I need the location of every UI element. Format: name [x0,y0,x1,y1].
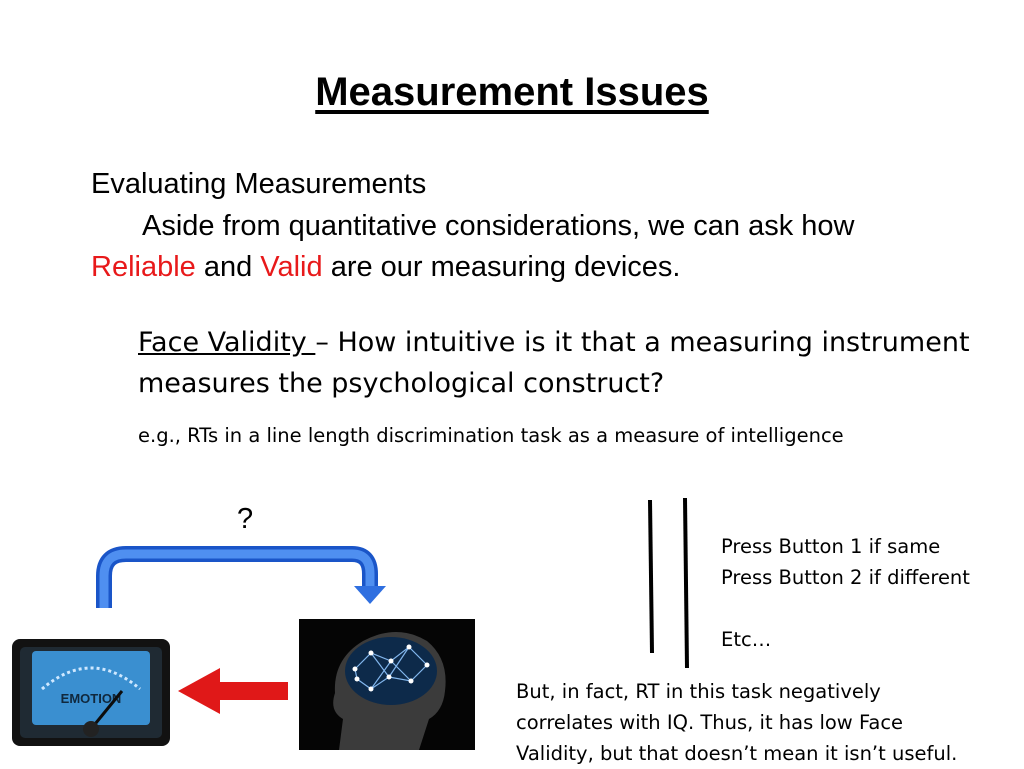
line3-rest: are our measuring devices. [322,251,681,283]
question-mark: ? [237,503,254,535]
slide-title [0,70,1024,115]
face-validity-text: – How intuitive is it that a measuring instrument measures the psychological construct? [138,327,970,399]
task-instructions [721,531,970,655]
and-text: and [195,251,261,283]
instruction-line: Etc… [721,628,772,651]
intro-line-2 [91,251,680,284]
conclusion-line: Validity, but that doesn’t mean it isn’t useful. [516,742,958,765]
red-left-arrow-icon [176,668,290,714]
valid-term: Valid [260,251,323,283]
title-text: Measurement Issues [315,70,709,114]
conclusion-line: correlates with IQ. Thus, it has low Face [516,711,904,734]
conclusion-line: But, in fact, RT in this task negatively [516,680,881,703]
intro-line: Aside from quantitative considerations, we can ask how [142,210,855,242]
instruction-line: Press Button 1 if same [721,535,941,558]
instruction-line: Press Button 2 if different [721,566,970,589]
example-text: e.g., RTs in a line length discrimination task as a measure of intelligence [138,424,844,447]
meter-label: EMOTION [60,691,122,706]
instruction-line [721,593,970,624]
reliable-term: Reliable [91,251,196,283]
emotion-meter-image [12,639,170,746]
face-validity-definition [138,322,1008,404]
curved-arrow-icon [90,540,390,610]
brain-head-image [299,619,475,750]
section-heading: Evaluating Measurements [91,168,427,200]
line-length-stimulus [640,495,700,670]
conclusion-text [516,676,1016,769]
face-validity-term: Face Validity [138,327,316,358]
